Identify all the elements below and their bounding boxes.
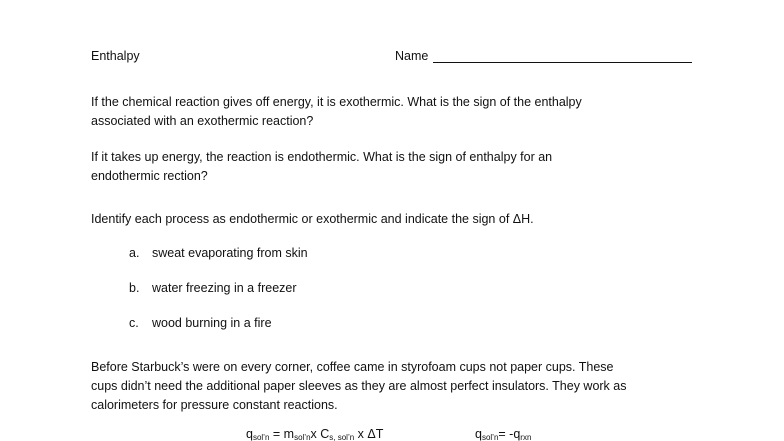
subscript: rxn [520,433,532,441]
name-blank-line [433,62,692,63]
formula-part: x C [310,427,330,441]
q1-line2: associated with an exothermic reaction? [91,114,314,128]
item-text: water freezing in a freezer [152,281,297,295]
formula-part: = -q [498,427,521,441]
subscript: sol’n [252,433,270,441]
q-symbol: q [246,427,253,441]
item-marker: a. [129,246,140,260]
item-text: wood burning in a fire [152,316,272,330]
item-marker: b. [129,281,140,295]
q-symbol: q [475,427,482,441]
subscript: sol’n [294,433,311,441]
q2-line2: endothermic rection? [91,169,208,183]
para-line2: cups didn’t need the additional paper sleeves as they are almost perfect insulators. They work as [91,379,627,393]
subscript: sol’n [481,433,499,441]
para-line3: calorimeters for pressure constant reactions. [91,398,338,412]
q2-line1: If it takes up energy, the reaction is endothermic. What is the sign of enthalpy for an [91,150,553,164]
subscript: s, sol’n [329,433,355,441]
formula-calorimetry [246,427,383,441]
q3-prompt: Identify each process as endothermic or exothermic and indicate the sign of ΔH. [91,212,534,226]
item-text: sweat evaporating from skin [152,246,308,260]
name-label: Name [395,49,429,63]
para-line1: Before Starbuck’s were on every corner, coffee came in styrofoam cups not paper cups. These [91,360,614,374]
item-marker: c. [129,316,139,330]
q1-line1: If the chemical reaction gives off energy, it is exothermic. What is the sign of the enthalpy [91,95,582,109]
title: Enthalpy [91,49,140,63]
formula-part: = m [269,427,295,441]
formula-part: x ΔT [354,427,384,441]
formula-heat-relation [475,427,531,441]
